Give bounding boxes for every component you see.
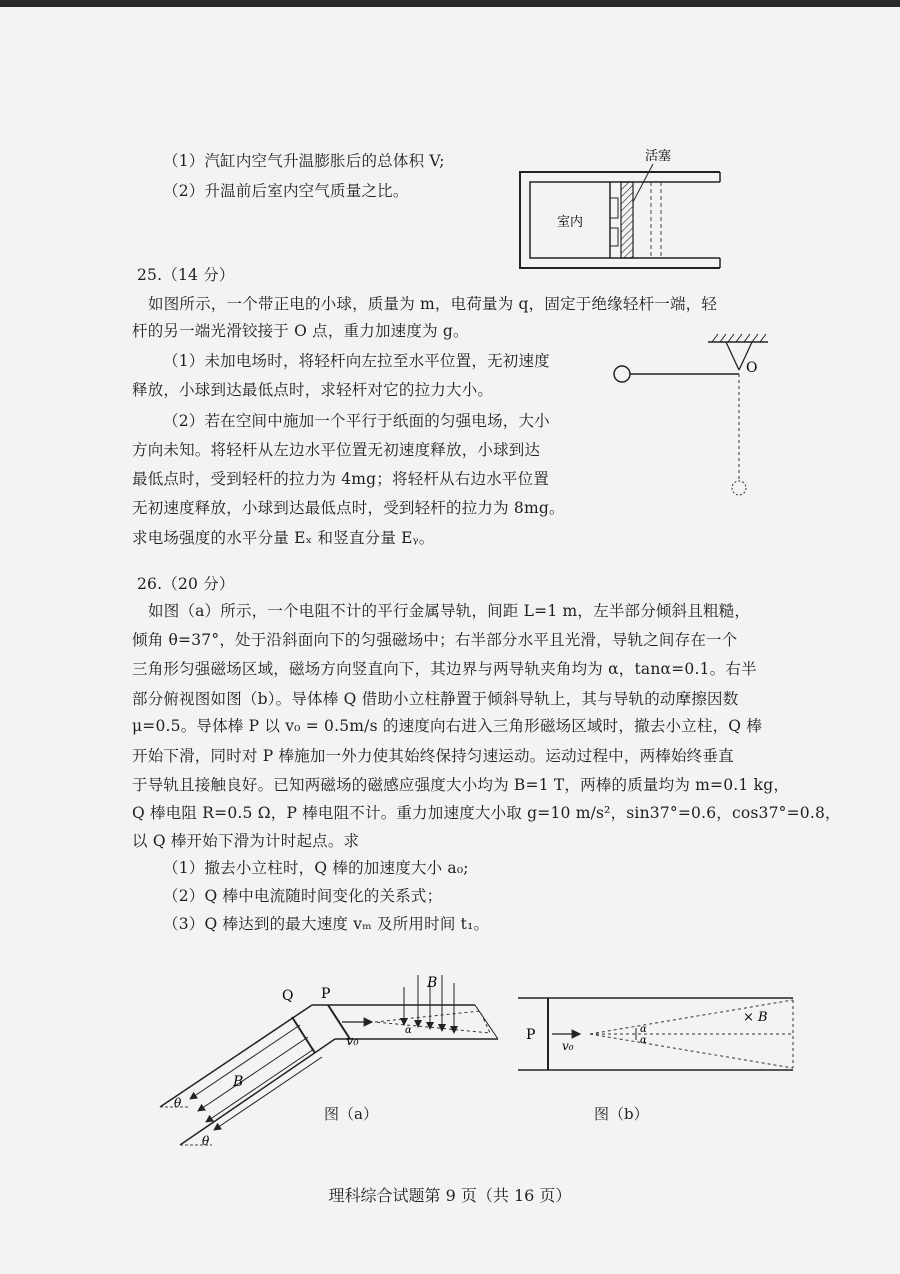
point-o-label: O xyxy=(746,360,758,376)
field-b-label: × B xyxy=(743,1010,768,1025)
theta-label: θ xyxy=(174,1096,182,1110)
q25-line: 释放，小球到达最低点时，求轻杆对它的拉力大小。 xyxy=(132,381,494,399)
q26-line: 三角形匀强磁场区域，磁场方向竖直向下，其边界与两导轨夹角均为 α，tanα=0.1。右半 xyxy=(132,660,757,678)
room-label: 室内 xyxy=(557,215,584,230)
q26-line: μ=0.5。导体棒 P 以 v₀ = 0.5m/s 的速度向右进入三角形磁场区域时，撤去小立柱，Q 棒 xyxy=(132,717,763,735)
q24-sub2: （2）升温前后室内空气质量之比。 xyxy=(163,182,409,200)
incline-b-label: B xyxy=(233,1074,244,1090)
q25-line: （2）若在空间中施加一个平行于纸面的匀强电场，大小 xyxy=(163,412,550,430)
q25-line: 求电场强度的水平分量 Eₓ 和竖直分量 Eᵧ。 xyxy=(132,529,435,547)
alpha-label: α xyxy=(405,1025,412,1036)
q24-sub1: （1）汽缸内空气升温膨胀后的总体积 V; xyxy=(163,152,445,170)
q25-line: 杆的另一端光滑铰接于 O 点，重力加速度为 g。 xyxy=(132,322,469,340)
cylinder-piston-figure xyxy=(515,140,730,275)
q25-header: 25.（14 分） xyxy=(137,266,235,284)
vertical-b-label: B xyxy=(427,975,438,991)
pendulum-figure xyxy=(608,330,788,510)
theta-label: θ xyxy=(202,1134,210,1148)
q26-sub1: （1）撤去小立柱时，Q 棒的加速度大小 a₀; xyxy=(163,859,469,877)
q26-sub3: （3）Q 棒达到的最大速度 vₘ 及所用时间 t₁。 xyxy=(163,915,490,933)
q25-line: 最低点时，受到轻杆的拉力为 4mg；将轻杆从右边水平位置 xyxy=(132,470,550,488)
figure-a-rails xyxy=(150,965,510,1155)
velocity-label-b: v₀ xyxy=(562,1039,574,1053)
q26-sub2: （2）Q 棒中电流随时间变化的关系式； xyxy=(163,887,443,905)
q25-line: 无初速度释放，小球到达最低点时，受到轻杆的拉力为 8mg。 xyxy=(132,499,565,517)
q26-line: 开始下滑，同时对 P 棒施加一外力使其始终保持匀速运动。运动过程中，两棒始终垂直 xyxy=(132,747,734,765)
figure-b-top-view xyxy=(518,990,803,1080)
alpha-label-b-lower: α xyxy=(640,1035,647,1046)
q26-header: 26.（20 分） xyxy=(137,575,235,593)
alpha-label-b-upper: α xyxy=(640,1024,647,1035)
scan-top-edge xyxy=(0,0,900,7)
q26-line: 于导轨且接触良好。已知两磁场的磁感应强度大小均为 B=1 T，两棒的质量均为 m=0.1 kg， xyxy=(132,776,790,794)
q25-line: 方向未知。将轻杆从左边水平位置无初速度释放，小球到达 xyxy=(132,441,541,459)
rod-p-label-b: P xyxy=(526,1027,536,1043)
velocity-label: v₀ xyxy=(346,1034,359,1049)
q26-line: Q 棒电阻 R=0.5 Ω，P 棒电阻不计。重力加速度大小取 g=10 m/s²，sin37°=0.6，cos37°=0.8， xyxy=(132,804,841,822)
rod-q-label: Q xyxy=(282,988,294,1004)
piston-label: 活塞 xyxy=(645,149,672,164)
q25-line: 如图所示，一个带正电的小球，质量为 m，电荷量为 q，固定于绝缘轻杆一端，轻 xyxy=(148,295,718,313)
q26-line: 以 Q 棒开始下滑为计时起点。求 xyxy=(132,832,360,850)
figure-b-caption: 图（b） xyxy=(594,1105,649,1123)
q25-line: （1）未加电场时，将轻杆向左拉至水平位置，无初速度 xyxy=(163,352,550,370)
q26-line: 部分俯视图如图（b）。导体棒 Q 借助小立柱静置于倾斜导轨上，其与导轨的动摩擦因数 xyxy=(132,690,739,708)
q26-line: 倾角 θ=37°，处于沿斜面向下的匀强磁场中；右半部分水平且光滑，导轨之间存在一个 xyxy=(132,631,738,649)
rod-p-label: P xyxy=(321,986,331,1002)
page-footer: 理科综合试题第 9 页（共 16 页） xyxy=(328,1186,572,1205)
q26-line: 如图（a）所示，一个电阻不计的平行金属导轨，间距 L=1 m，左半部分倾斜且粗糙， xyxy=(148,602,751,620)
figure-a-caption: 图（a） xyxy=(324,1105,378,1123)
